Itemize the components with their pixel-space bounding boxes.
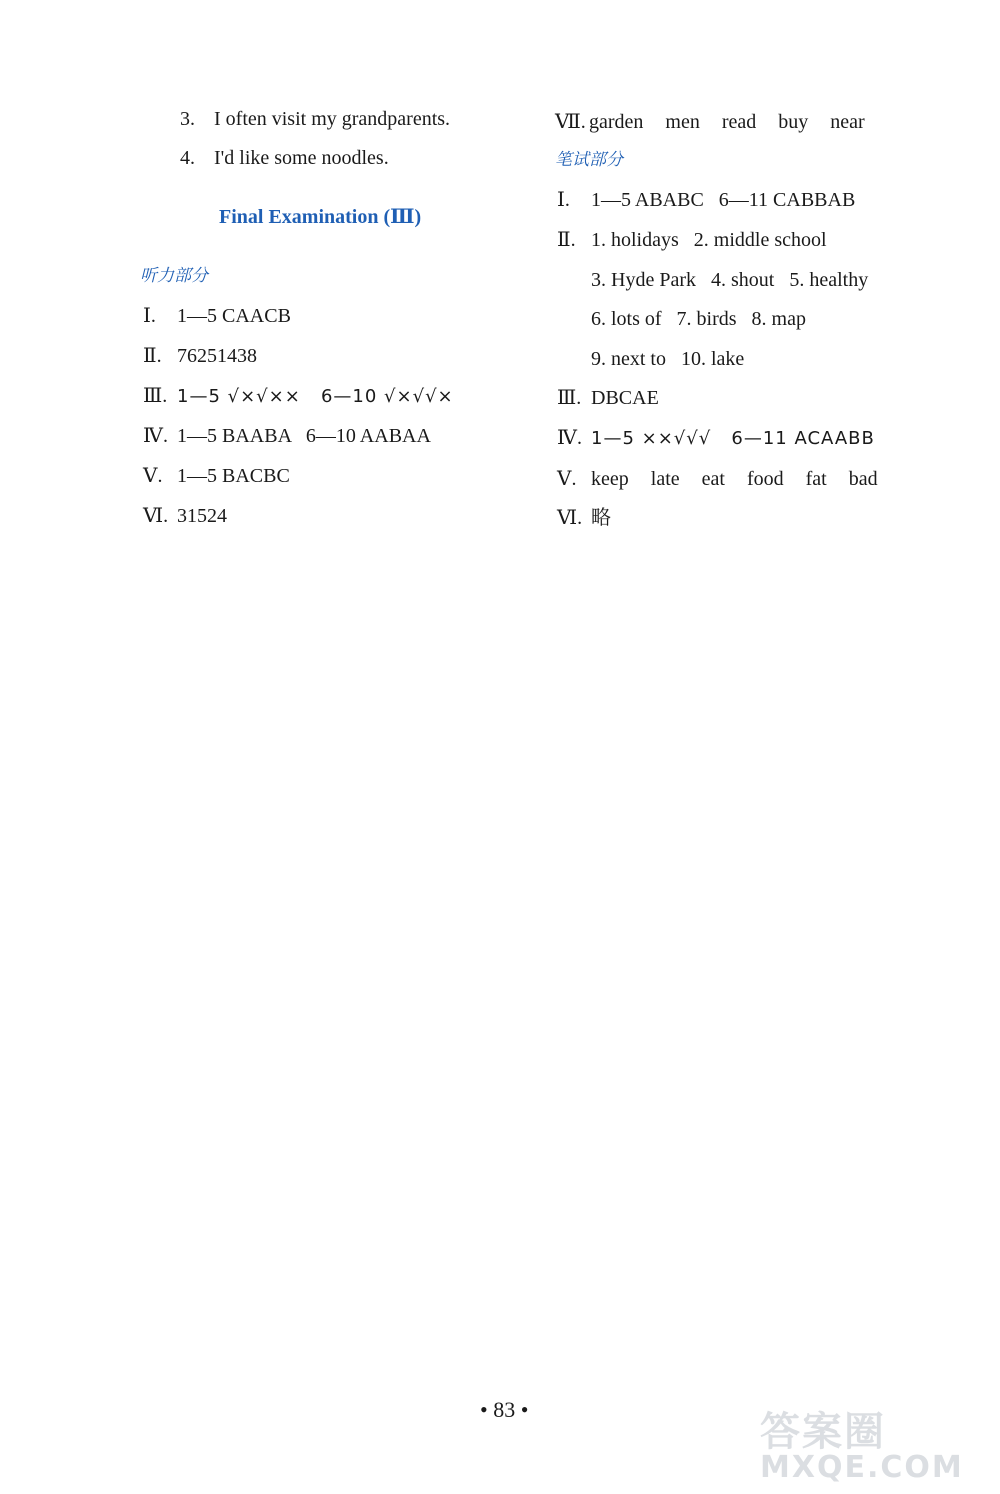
listening-item-i: Ⅰ. 1—5 CAACB <box>143 305 291 327</box>
listening-item-v: Ⅴ. 1—5 BACBC <box>143 465 290 487</box>
listening-item-iii: Ⅲ. 1—5 √×√×× 6—10 √×√√× <box>143 385 454 407</box>
written-item-iv: Ⅳ. 1—5 ××√√√ 6—11 ACAABB <box>557 427 875 449</box>
listening-item-ii: Ⅱ. 76251438 <box>143 345 257 367</box>
listening-heading: 听力部分 <box>140 266 208 286</box>
item-vii: Ⅶ. garden men read buy near <box>555 111 865 133</box>
written-item-iii: Ⅲ. DBCAE <box>557 387 659 409</box>
watermark-logo <box>760 1400 990 1488</box>
written-item-i: Ⅰ. 1—5 ABABC 6—11 CABBAB <box>557 189 856 211</box>
page-number: • 83 • <box>480 1397 529 1422</box>
listening-item-iv: Ⅳ. 1—5 BAABA 6—10 AABAA <box>143 425 431 447</box>
written-item-ii-row-3: 6. lots of 7. birds 8. map <box>591 308 806 330</box>
written-item-vi: Ⅵ. 略 <box>557 507 611 529</box>
section-title: Final Examination (Ⅲ) <box>219 206 422 228</box>
written-item-ii-row-4: 9. next to 10. lake <box>591 348 745 370</box>
written-item-v: Ⅴ. keep late eat food fat bad <box>557 468 878 490</box>
written-heading: 笔试部分 <box>555 150 623 170</box>
left-item-3: 3. I often visit my grandparents. <box>180 108 451 130</box>
watermark-top-text: 答案圈 <box>760 1409 886 1455</box>
written-item-ii: Ⅱ. 1. holidays 2. middle school <box>557 229 827 251</box>
left-item-4: 4. I'd like some noodles. <box>180 147 389 169</box>
listening-item-vi: Ⅵ. 31524 <box>143 505 227 527</box>
written-item-ii-row-2: 3. Hyde Park 4. shout 5. healthy <box>591 269 869 291</box>
watermark-bottom-text: MXQE.COM <box>760 1450 964 1485</box>
